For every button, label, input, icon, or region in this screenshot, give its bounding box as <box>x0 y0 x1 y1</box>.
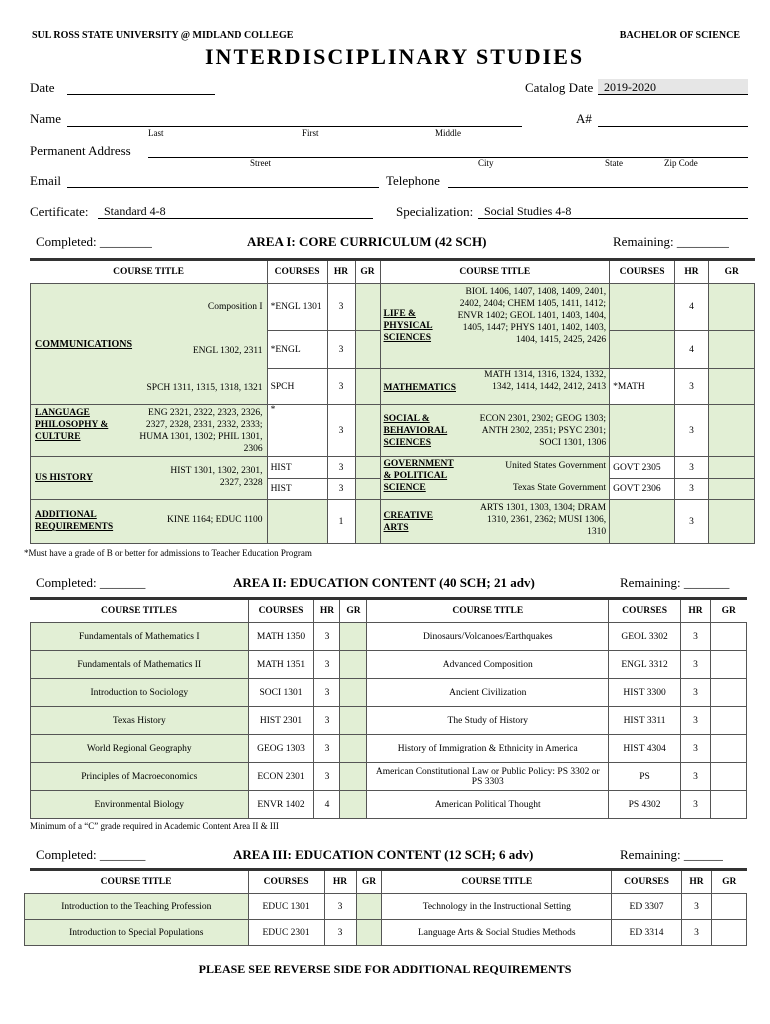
hist2-gr[interactable] <box>355 479 380 500</box>
table-row <box>31 679 747 707</box>
course-title-left: Texas History <box>31 707 249 735</box>
lang-course[interactable]: * <box>267 405 327 457</box>
grade-right[interactable] <box>710 651 746 679</box>
specialization-value: Social Studies 4-8 <box>484 204 572 218</box>
addl-gr[interactable] <box>355 500 380 544</box>
math-list: MATH 1314, 1316, 1324, 1332, 1342, 1414, 1442, 2412, 2413 <box>484 370 607 392</box>
spch-gr[interactable] <box>355 369 380 405</box>
life-gr-1[interactable] <box>709 284 755 331</box>
grade-left[interactable] <box>340 735 367 763</box>
table-row <box>31 707 747 735</box>
creative-list: ARTS 1301, 1303, 1304; DRAM 1310, 2361, 2362; MUSI 1306, 1310 <box>479 503 607 537</box>
hist1-hr: 3 <box>327 457 355 479</box>
math-hr: 3 <box>675 369 709 405</box>
social-gr[interactable] <box>709 405 755 457</box>
state-sublabel: State <box>605 158 623 168</box>
engl-hr: 3 <box>327 331 355 369</box>
course-code-left[interactable]: ENVR 1402 <box>248 791 314 819</box>
gov2-title: Texas State Government <box>512 483 607 493</box>
hours-right: 3 <box>681 651 711 679</box>
math-gr[interactable] <box>709 369 755 405</box>
addl-hr: 1 <box>327 500 355 544</box>
hdr-hr: HR <box>327 261 355 284</box>
first-sublabel: First <box>302 128 319 138</box>
course-title-left: Fundamentals of Mathematics II <box>31 651 249 679</box>
area1-note: *Must have a grade of B or better for admissions to Teacher Education Program <box>24 548 312 558</box>
lang-label: LANGUAGE PHILOSOPHY & CULTURE <box>35 408 109 442</box>
gov2-course[interactable]: GOVT 2306 <box>610 479 675 500</box>
engl-title: ENGL 1302, 2311 <box>192 346 263 356</box>
hours-right: 3 <box>681 791 711 819</box>
hist2-hr: 3 <box>327 479 355 500</box>
addl-label: ADDITIONAL REQUIREMENTS <box>35 510 114 532</box>
a3-hdr-hr: HR <box>324 871 356 894</box>
hdr-gr-2: GR <box>709 261 755 284</box>
gov-label: GOVERNMENT & POLITICAL SCIENCE <box>383 459 454 493</box>
lang-hr: 3 <box>327 405 355 457</box>
creative-course[interactable] <box>610 500 675 544</box>
grade-left[interactable] <box>340 791 367 819</box>
lang-cell <box>31 405 268 457</box>
course-code-right[interactable]: GEOL 3302 <box>609 623 681 651</box>
area2-completed-label: Completed: _______ <box>36 575 146 590</box>
comp1-title: Composition I <box>207 302 263 312</box>
a2-hdr-gr: GR <box>340 600 367 623</box>
hdr-hr-2: HR <box>675 261 709 284</box>
social-course[interactable] <box>610 405 675 457</box>
course-title-right: Advanced Composition <box>367 651 609 679</box>
course-code-left[interactable]: MATH 1350 <box>248 623 314 651</box>
gov2-hr: 3 <box>675 479 709 500</box>
lang-gr[interactable] <box>355 405 380 457</box>
hours-left: 3 <box>324 920 356 946</box>
spch-course[interactable]: SPCH <box>267 369 327 405</box>
math-cell <box>380 369 610 405</box>
table-row <box>31 651 747 679</box>
city-sublabel: City <box>478 158 494 168</box>
a-number-field[interactable] <box>598 112 748 127</box>
math-course[interactable]: *MATH <box>610 369 675 405</box>
addl-list: KINE 1164; EDUC 1100 <box>166 515 263 525</box>
course-code-right[interactable]: HIST 4304 <box>609 735 681 763</box>
a3-hdr-courses: COURSES <box>248 871 324 894</box>
specialization-label: Specialization: <box>396 204 474 219</box>
social-list: ECON 2301, 2302; GEOG 1303; ANTH 2302, 2351; PSYC 2301; SOCI 1301, 1306 <box>479 414 607 448</box>
hours-right: 3 <box>681 763 711 791</box>
middle-sublabel: Middle <box>435 128 461 138</box>
hours-left: 3 <box>314 623 340 651</box>
street-sublabel: Street <box>250 158 271 168</box>
engl-gr[interactable] <box>355 331 380 369</box>
hours-left: 3 <box>314 763 340 791</box>
course-code-right[interactable]: ED 3314 <box>612 920 682 946</box>
area2-remaining-label: Remaining: _______ <box>620 575 730 590</box>
creative-gr[interactable] <box>709 500 755 544</box>
zip-sublabel: Zip Code <box>664 158 698 168</box>
course-title-left: Introduction to the Teaching Profession <box>25 894 249 920</box>
hours-left: 3 <box>314 735 340 763</box>
spch-title: SPCH 1311, 1315, 1318, 1321 <box>146 383 263 393</box>
address-field[interactable] <box>148 143 748 158</box>
course-code-left[interactable]: ECON 2301 <box>248 763 314 791</box>
area2-note: Minimum of a “C” grade required in Academic Content Area II & III <box>30 821 279 831</box>
a2-hdr-courses-2: COURSES <box>609 600 681 623</box>
course-code-right[interactable]: ENGL 3312 <box>609 651 681 679</box>
course-title-left: Fundamentals of Mathematics I <box>31 623 249 651</box>
last-sublabel: Last <box>148 128 164 138</box>
addl-cell <box>31 500 268 544</box>
hours-left: 3 <box>314 707 340 735</box>
gov1-hr: 3 <box>675 457 709 479</box>
hours-left: 3 <box>314 651 340 679</box>
creative-label: CREATIVE ARTS <box>383 511 433 533</box>
course-title-right: Technology in the Instructional Setting <box>382 894 612 920</box>
hist2-course[interactable]: HIST <box>267 479 327 500</box>
grade-left[interactable] <box>340 763 367 791</box>
a2-hdr-course-title: COURSE TITLE <box>367 600 609 623</box>
creative-hr: 3 <box>675 500 709 544</box>
area1-table <box>30 261 755 544</box>
telephone-label: Telephone <box>386 173 440 188</box>
grade-left[interactable] <box>340 651 367 679</box>
course-code-left[interactable]: GEOG 1303 <box>248 735 314 763</box>
course-code-right[interactable]: HIST 3311 <box>609 707 681 735</box>
a3-hdr-gr: GR <box>356 871 382 894</box>
page-title: INTERDISCIPLINARY STUDIES <box>205 44 585 69</box>
hdr-courses: COURSES <box>267 261 327 284</box>
area1-title: AREA I: CORE CURRICULUM (42 SCH) <box>247 234 487 249</box>
a2-hdr-hr-2: HR <box>681 600 711 623</box>
course-title-left: Introduction to Sociology <box>31 679 249 707</box>
grade-right[interactable] <box>711 920 746 946</box>
social-hr: 3 <box>675 405 709 457</box>
life-cell <box>380 284 610 369</box>
a2-hdr-course-titles: COURSE TITLES <box>31 600 249 623</box>
name-label: Name <box>30 111 62 126</box>
certificate-label: Certificate: <box>30 204 89 219</box>
social-cell <box>380 405 610 457</box>
degree-header: BACHELOR OF SCIENCE <box>619 30 740 41</box>
hdr-course-title: COURSE TITLE <box>31 261 268 284</box>
course-title-right: Ancient Civilization <box>367 679 609 707</box>
grade-left[interactable] <box>356 920 382 946</box>
life-hr-1: 4 <box>675 284 709 331</box>
course-title-right: Dinosaurs/Volcanoes/Earthquakes <box>367 623 609 651</box>
table-row <box>31 405 755 457</box>
gov-cell <box>380 457 610 500</box>
gov1-gr[interactable] <box>709 457 755 479</box>
hist1-course[interactable]: HIST <box>267 457 327 479</box>
comp1-course[interactable]: *ENGL 1301 <box>267 284 327 331</box>
hours-right: 3 <box>682 894 712 920</box>
area1-header-row <box>31 261 755 284</box>
area2-title: AREA II: EDUCATION CONTENT (40 SCH; 21 adv) <box>233 575 535 590</box>
course-code-left[interactable]: EDUC 1301 <box>248 894 324 920</box>
grade-right[interactable] <box>710 791 746 819</box>
area3-completed-label: Completed: _______ <box>36 847 146 862</box>
hours-left: 3 <box>314 679 340 707</box>
life-course-2[interactable] <box>610 331 675 369</box>
course-code-right[interactable]: PS <box>609 763 681 791</box>
grade-left[interactable] <box>340 623 367 651</box>
course-title-right: The Study of History <box>367 707 609 735</box>
table-row <box>25 920 747 946</box>
area2-header-row <box>31 600 747 623</box>
area3-header-row <box>25 871 747 894</box>
area3-title: AREA III: EDUCATION CONTENT (12 SCH; 6 adv) <box>233 847 534 862</box>
certificate-value: Standard 4-8 <box>104 204 166 218</box>
grade-right[interactable] <box>710 735 746 763</box>
hours-left: 3 <box>324 894 356 920</box>
address-label: Permanent Address <box>30 143 131 158</box>
comp1-hr: 3 <box>327 284 355 331</box>
course-title-right: Language Arts & Social Studies Methods <box>382 920 612 946</box>
hours-right: 3 <box>681 679 711 707</box>
ushist-label: US HISTORY <box>35 473 93 483</box>
hours-right: 3 <box>682 920 712 946</box>
course-title-right: History of Immigration & Ethnicity in America <box>367 735 609 763</box>
course-code-right[interactable]: ED 3307 <box>612 894 682 920</box>
course-title-left: Environmental Biology <box>31 791 249 819</box>
life-gr-2[interactable] <box>709 331 755 369</box>
gov2-gr[interactable] <box>709 479 755 500</box>
course-title-left: Principles of Macroeconomics <box>31 763 249 791</box>
table-row <box>31 623 747 651</box>
grade-left[interactable] <box>340 707 367 735</box>
hours-left: 4 <box>314 791 340 819</box>
date-field[interactable] <box>67 80 215 95</box>
a3-hdr-gr-2: GR <box>711 871 746 894</box>
a2-hdr-gr-2: GR <box>710 600 746 623</box>
engl-course[interactable]: *ENGL <box>267 331 327 369</box>
table-row <box>31 763 747 791</box>
life-label: LIFE & PHYSICAL SCIENCES <box>383 309 433 343</box>
a2-hdr-courses: COURSES <box>248 600 314 623</box>
comp1-gr[interactable] <box>355 284 380 331</box>
grade-right[interactable] <box>710 679 746 707</box>
social-label: SOCIAL & BEHAVIORAL SCIENCES <box>383 414 448 448</box>
date-label: Date <box>30 80 55 95</box>
table-row <box>25 894 747 920</box>
course-code-left[interactable]: EDUC 2301 <box>248 920 324 946</box>
a-number-label: A# <box>576 111 592 126</box>
hours-right: 3 <box>681 707 711 735</box>
course-title-left: World Regional Geography <box>31 735 249 763</box>
grade-right[interactable] <box>710 623 746 651</box>
hdr-gr: GR <box>355 261 380 284</box>
area3-table <box>24 871 747 946</box>
spch-hr: 3 <box>327 369 355 405</box>
table-row <box>31 735 747 763</box>
life-course-1[interactable] <box>610 284 675 331</box>
course-title-right: American Political Thought <box>367 791 609 819</box>
course-code-right[interactable]: HIST 3300 <box>609 679 681 707</box>
grade-left[interactable] <box>356 894 382 920</box>
table-row <box>31 457 755 479</box>
email-label: Email <box>30 173 62 188</box>
life-list: BIOL 1406, 1407, 1408, 1409, 2401, 2402, 2404; CHEM 1405, 1411, 1412; ENVR 1402; GEOL 1401, 1403, 1404, 1405, 1447; PHYS 1401, 1402, 1403, 1404, 1415, 2425, 2426 <box>457 287 607 345</box>
grade-right[interactable] <box>710 707 746 735</box>
catalog-value: 2019-2020 <box>604 80 656 94</box>
hist1-gr[interactable] <box>355 457 380 479</box>
creative-cell <box>380 500 610 544</box>
ushist-list: HIST 1301, 1302, 2301, 2327, 2328 <box>170 466 263 488</box>
table-row <box>31 500 755 544</box>
email-field[interactable] <box>67 173 379 188</box>
course-code-left[interactable]: MATH 1351 <box>248 651 314 679</box>
math-label: MATHEMATICS <box>383 383 456 393</box>
life-hr-2: 4 <box>675 331 709 369</box>
lang-list: ENG 2321, 2322, 2323, 2326, 2327, 2328, 2331, 2332, 2333; HUMA 1301, 1302; PHIL 1301, 2306 <box>139 408 263 454</box>
hours-right: 3 <box>681 623 711 651</box>
area1-remaining-label: Remaining: ________ <box>613 234 729 249</box>
grade-right[interactable] <box>711 894 746 920</box>
catalog-label: Catalog Date <box>525 80 594 95</box>
course-code-left[interactable]: HIST 2301 <box>248 707 314 735</box>
hdr-courses-2: COURSES <box>610 261 675 284</box>
area1-completed-label: Completed: ________ <box>36 234 152 249</box>
hours-right: 3 <box>681 735 711 763</box>
communications-cell <box>31 284 268 405</box>
table-row <box>31 791 747 819</box>
course-title-left: Introduction to Special Populations <box>25 920 249 946</box>
a3-hdr-course-title: COURSE TITLE <box>25 871 249 894</box>
university-header: SUL ROSS STATE UNIVERSITY @ MIDLAND COLLEGE <box>32 30 294 41</box>
hdr-course-title-2: COURSE TITLE <box>380 261 610 284</box>
ushist-cell <box>31 457 268 500</box>
telephone-field[interactable] <box>448 173 748 188</box>
gov1-title: United States Government <box>505 461 607 471</box>
grade-left[interactable] <box>340 679 367 707</box>
grade-right[interactable] <box>710 763 746 791</box>
communications-label: COMMUNICATIONS <box>35 339 133 350</box>
area3-remaining-label: Remaining: ______ <box>620 847 723 862</box>
footer-note: PLEASE SEE REVERSE SIDE FOR ADDITIONAL REQUIREMENTS <box>198 962 572 976</box>
course-code-right[interactable]: PS 4302 <box>609 791 681 819</box>
gov1-course[interactable]: GOVT 2305 <box>610 457 675 479</box>
addl-course[interactable] <box>267 500 327 544</box>
a2-hdr-hr: HR <box>314 600 340 623</box>
course-code-left[interactable]: SOCI 1301 <box>248 679 314 707</box>
name-field[interactable] <box>67 112 522 127</box>
a3-hdr-course-title-2: COURSE TITLE <box>382 871 612 894</box>
a3-hdr-hr-2: HR <box>682 871 712 894</box>
table-row <box>31 284 755 331</box>
course-title-right: American Constitutional Law or Public Policy: PS 3302 or PS 3303 <box>367 763 609 791</box>
area2-table <box>30 600 747 819</box>
a3-hdr-courses-2: COURSES <box>612 871 682 894</box>
